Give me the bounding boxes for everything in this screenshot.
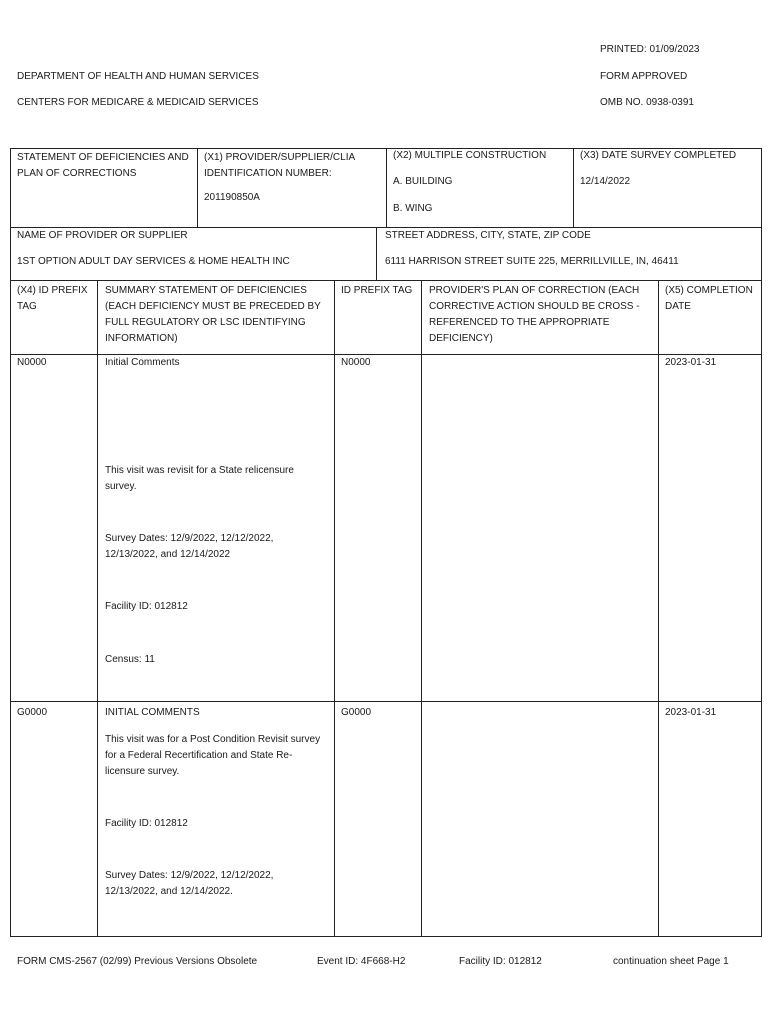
form-approved: FORM APPROVED [600, 71, 688, 82]
x1-label: (X1) PROVIDER/SUPPLIER/CLIA IDENTIFICATION NUMBER: [204, 152, 355, 179]
row2-tag: G0000 [17, 707, 48, 718]
footer-event-id: Event ID: 4F668-H2 [317, 956, 406, 967]
x3-label: (X3) DATE SURVEY COMPLETED [580, 150, 737, 161]
printed-date: PRINTED: 01/09/2023 [600, 44, 700, 55]
x2-label: (X2) MULTIPLE CONSTRUCTION [393, 150, 547, 161]
x3-value: 12/14/2022 [580, 176, 631, 187]
address-value: 6111 HARRISON STREET SUITE 225, MERRILLVILLE, IN, 46411 [385, 256, 679, 267]
x2-wing: B. WING [393, 203, 433, 214]
col-header-x4: (X4) ID PREFIX TAG [17, 285, 88, 312]
provider-name-value: 1ST OPTION ADULT DAY SERVICES & HOME HEALTH INC [17, 256, 290, 267]
row1-paragraph: Survey Dates: 12/9/2022, 12/12/2022, 12/13/2022, and 12/14/2022 [105, 533, 274, 560]
col-header-plan: PROVIDER'S PLAN OF CORRECTION (EACH CORRECTIVE ACTION SHOULD BE CROSS - REFERENCED TO THE APPROPRIATE DEFICIENCY) [429, 285, 640, 344]
row1-completion: 2023-01-31 [665, 357, 717, 368]
row1-paragraph: Census: 11 [105, 654, 155, 665]
row1-id-prefix: N0000 [341, 357, 371, 368]
omb-number: OMB NO. 0938-0391 [600, 97, 694, 108]
x1-value: 201190850A [204, 192, 260, 203]
row2-paragraph: This visit was for a Post Condition Revisit survey for a Federal Recertification and State Re-licensure survey. [105, 734, 321, 777]
centers-name: CENTERS FOR MEDICARE & MEDICAID SERVICES [17, 97, 259, 108]
provider-name-label: NAME OF PROVIDER OR SUPPLIER [17, 230, 188, 241]
row1-title: Initial Comments [105, 357, 180, 368]
col-header-id-prefix: ID PREFIX TAG [341, 285, 413, 296]
col-header-summary: SUMMARY STATEMENT OF DEFICIENCIES (EACH DEFICIENCY MUST BE PRECEDED BY FULL REGULATORY OR LSC IDENTIFYING INFORMATION) [105, 285, 321, 344]
col-header-x5: (X5) COMPLETION DATE [665, 285, 753, 312]
footer-form: FORM CMS-2567 (02/99) Previous Versions Obsolete [17, 956, 258, 967]
department-name: DEPARTMENT OF HEALTH AND HUMAN SERVICES [17, 71, 259, 82]
row1-paragraph: Facility ID: 012812 [105, 601, 188, 612]
row1-tag: N0000 [17, 357, 47, 368]
address-label: STREET ADDRESS, CITY, STATE, ZIP CODE [385, 230, 591, 241]
row2-id-prefix: G0000 [341, 707, 372, 718]
footer-facility-id: Facility ID: 012812 [459, 956, 542, 967]
footer-sheet: continuation sheet Page 1 [613, 956, 729, 967]
row1-paragraph: This visit was revisit for a State relicensure survey. [105, 465, 294, 492]
row2-completion: 2023-01-31 [665, 707, 717, 718]
statement-label: STATEMENT OF DEFICIENCIES AND PLAN OF CORRECTIONS [17, 152, 189, 179]
row2-paragraph: Facility ID: 012812 [105, 818, 188, 829]
row2-title: INITIAL COMMENTS [105, 707, 200, 718]
row2-paragraph: Survey Dates: 12/9/2022, 12/12/2022, 12/13/2022, and 12/14/2022. [105, 870, 274, 897]
x2-building: A. BUILDING [393, 176, 453, 187]
